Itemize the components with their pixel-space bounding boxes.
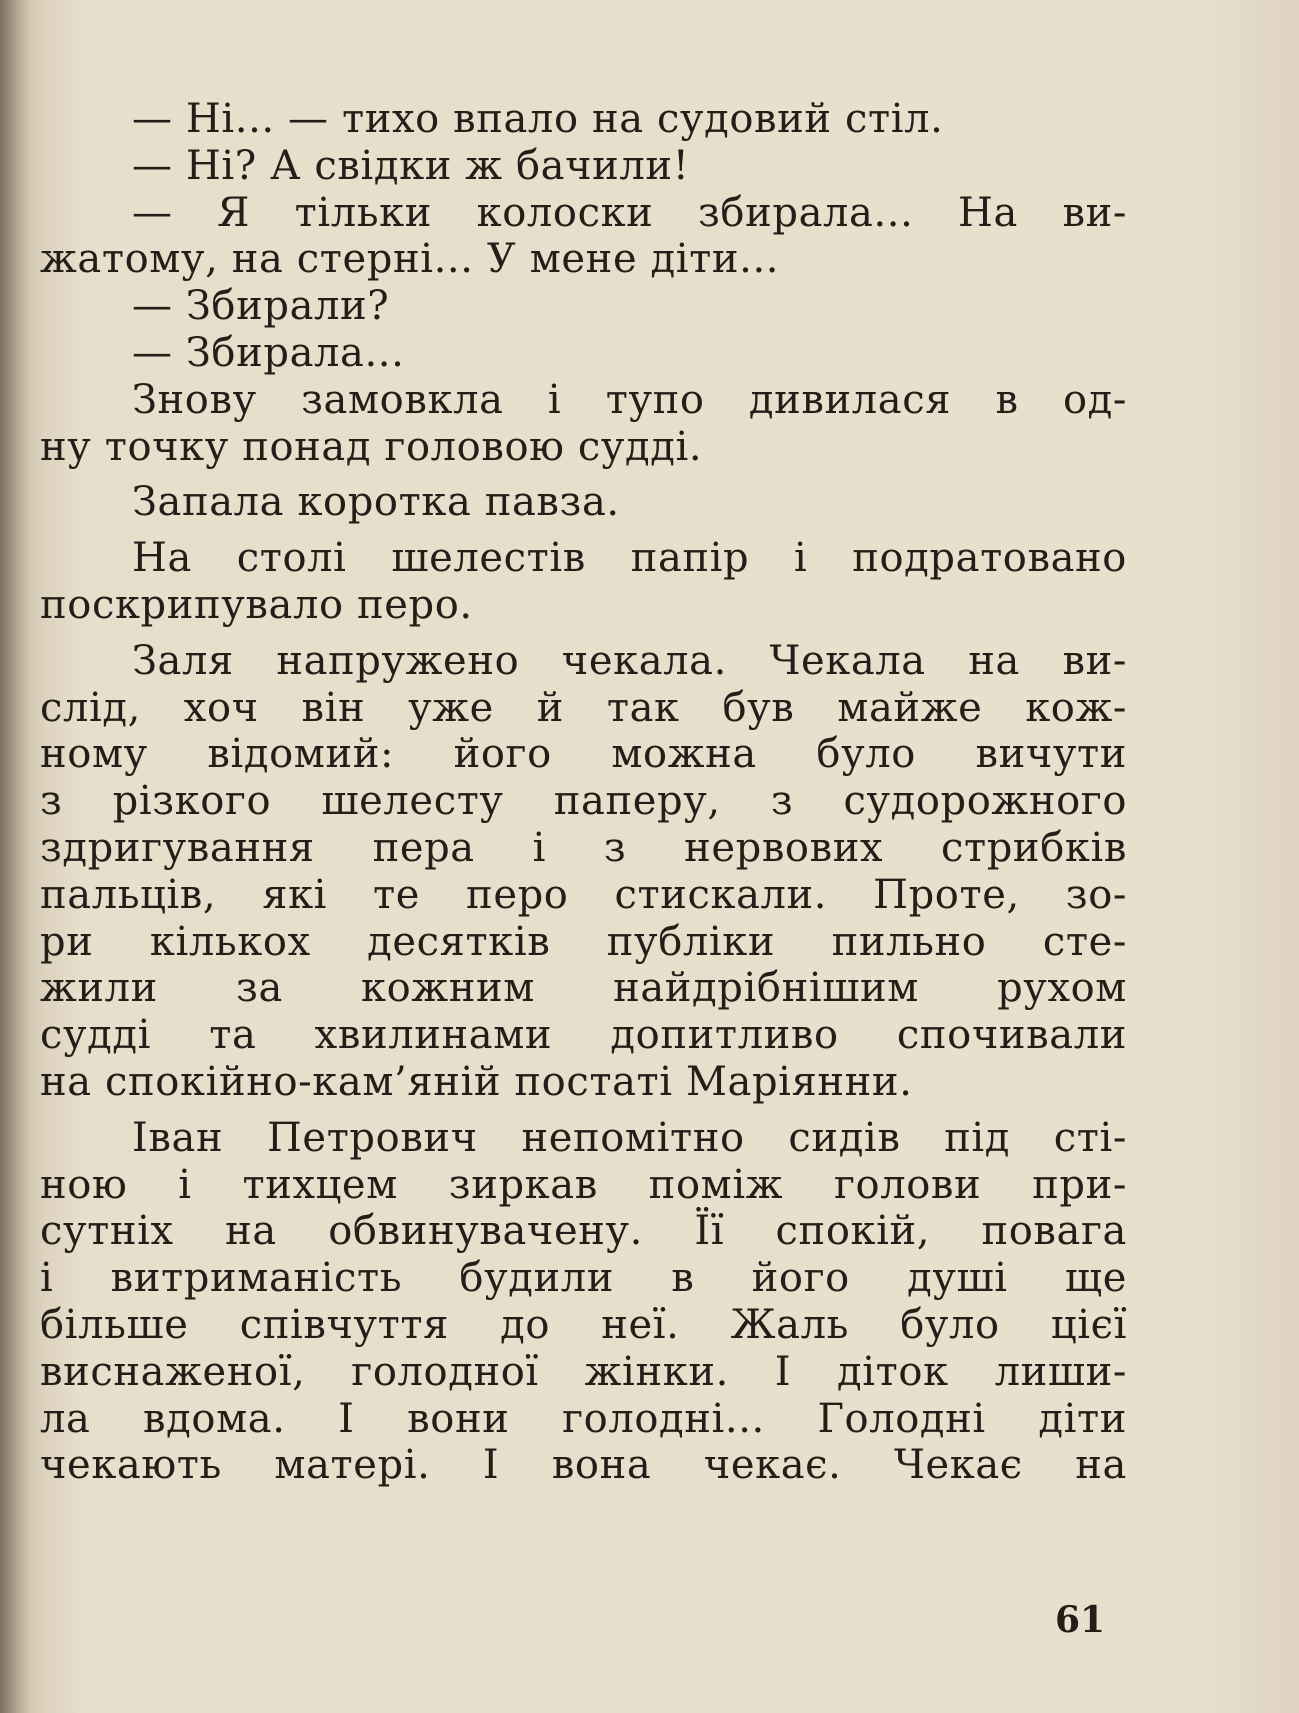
text-line: поскрипувало перо. <box>40 581 473 628</box>
text-line: На столі шелестів папір і подратовано <box>132 535 1127 582</box>
text-line: — Я тільки колоски збирала... На ви- <box>132 189 1127 236</box>
text-line: — Ні... — тихо впало на судовий стіл. <box>132 96 944 142</box>
text-line: жатому, на стерні... У мене діти... <box>40 236 780 283</box>
text-line: на спокійно-кам’яній постаті Маріянни. <box>40 1058 913 1105</box>
text-line: ла вдома. І вони голодні... Голодні діти <box>40 1395 1127 1442</box>
text-line: здригування пера і з нервових стрибків <box>40 824 1127 871</box>
text-line: ри кількох десятків публіки пильно сте- <box>40 918 1127 965</box>
text-line: ну точку понад головою судді. <box>40 423 703 470</box>
body-text <box>40 96 1127 1489</box>
text-line: Заля напружено чекала. Чекала на ви- <box>132 637 1127 684</box>
text-line: і витриманість будили в його душі ще <box>40 1255 1127 1302</box>
text-line: Іван Петрович непомітно сидів під сті- <box>132 1114 1127 1161</box>
text-line: з різкого шелесту паперу, з судорожного <box>40 778 1127 825</box>
text-line: судді та хвилинами допитливо спочивали <box>40 1012 1127 1059</box>
text-line: чекають матері. І вона чекає. Чекає на <box>40 1442 1127 1489</box>
spine-shadow <box>0 0 30 1713</box>
text-line: — Збирали? <box>132 283 390 330</box>
text-line: Знову замовкла і тупо дивилася в од- <box>132 376 1127 423</box>
text-line: виснаженої, голодної жінки. І діток лиши- <box>40 1348 1127 1395</box>
text-line: Запала коротка павза. <box>132 479 620 526</box>
text-line: сутніх на обвинувачену. Її спокій, повага <box>40 1208 1127 1255</box>
text-line: більше співчуття до неї. Жаль було цієї <box>40 1301 1127 1348</box>
text-line: — Збирала... <box>132 329 405 376</box>
text-line: слід, хоч він уже й так був майже кож- <box>40 684 1127 731</box>
text-line: жили за кожним найдрібнішим рухом <box>40 965 1127 1012</box>
text-line: — Ні? А свідки ж бачили! <box>132 142 690 189</box>
page-number: 61 <box>1055 1599 1106 1641</box>
text-line: ною і тихцем зиркав поміж голови при- <box>40 1161 1127 1208</box>
text-line: пальців, які те перо стискали. Проте, зо- <box>40 871 1127 918</box>
text-line: ному відомий: його можна було вичути <box>40 731 1127 778</box>
